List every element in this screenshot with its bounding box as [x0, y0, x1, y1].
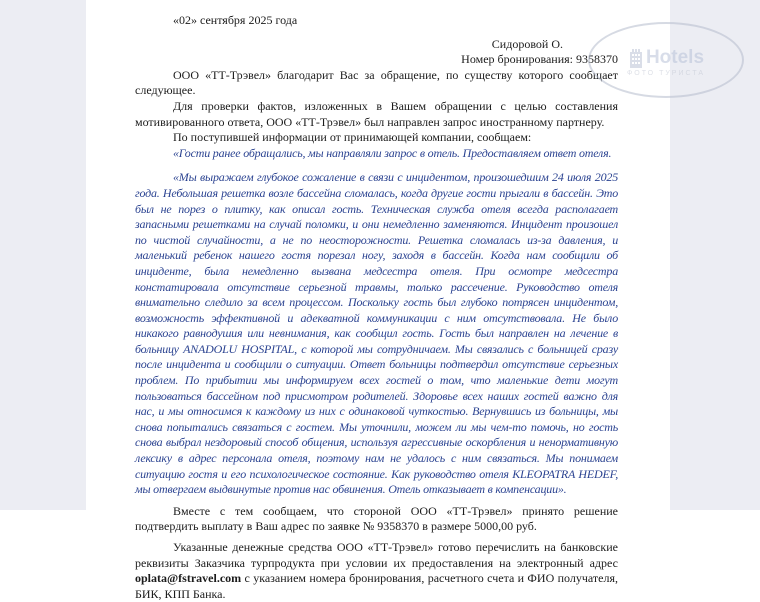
watermark-subtitle: ФОТО ТУРИСТА: [626, 69, 706, 77]
date-line: «02» сентября 2025 года: [173, 13, 298, 27]
booking-number: Номер бронирования: 9358370: [461, 52, 618, 67]
address-block: [135, 37, 618, 68]
hotel-reply-quote: «Мы выражаем глубокое сожаление в связи с инцидентом, произошедшим 24 июля 2025 года. Небольшая решетка возле бассейна сломалась, когда другие гости прыгали в бассейн. Это был не порез о плитку, как описал гость. Техническая служба отеля всегда располагает запасными решетками на случай поломки, и они немедленно заменяются. Инцидент произошел по чистой случайности, а не по неосторожности. Решетка сломалась из-за давления, и маленький ребенок нашего гостя порезал ногу, заходя в бассейн. Когда нам сообщили об инциденте, была немедленно вызвана медсестра отеля. При осмотре медсестра констатировала отсутствие серьезной травмы, только рассечение. Руководство отеля внимательно следило за всем процессом. Поскольку гость был глубоко потрясен инцидентом, возможность эффективной и адекватной коммуникации с ним отсутствовала. Не было никакого равнодушия или невнимания, как сообщил гость. Гость был направлен на лечение в больницу ANADOLU HOSPITAL, с которой мы сотрудничаем. Мы связались с больницей сразу после инцидента и сообщили о ситуации. Ответ больницы подтвердил отсутствие серьезных проблем. По прибытии мы информируем всех гостей о том, что маленькие дети могут пользоваться бассейном под присмотром родителей. Здоровье всех наших гостей важно для нас, и мы относимся к каждому из них с одинаковой чуткостью. Вернувшись из больницы, мы снова попытались связаться с гостем. Мы уточнили, можем ли мы чем-то помочь, но гость снова выбрал нездоровый способ общения, используя агрессивные оскорбления и ненормативную лексику в адрес персонала отеля, поэтому нам не удалось с ним связаться. Мы понимаем ситуацию гостя и его психологическое состояние. Как руководство отеля KLEOPATRA HEDEF, мы отвергаем выдвинутые против нас обвинения. Отель отказывает в компенсации».: [135, 170, 618, 497]
letter-page: [86, 0, 670, 601]
paragraph-thanks: ООО «ТТ-Трэвел» благодарит Вас за обращение, по существу которого сообщает следующее.: [135, 67, 618, 98]
letter-content: [135, 13, 618, 602]
payout-requisites-tail: с указанием номера бронирования, расчетного счета и ФИО получателя, БИК, КПП Банка.: [135, 571, 618, 601]
payment-email: oplata@fstravel.com: [135, 571, 242, 586]
paragraph-payout-decision: Вместе с тем сообщаем, что стороной ООО «ТТ-Трэвел» принято решение подтвердить выплату в Ваш адрес по заявке № 9358370 в размере 5000,00 руб.: [135, 503, 618, 534]
quote-intro: «Гости ранее обращались, мы направляли запрос в отель. Предоставляем ответ отеля.: [173, 145, 612, 160]
watermark-brand-text: Hotels: [645, 46, 705, 68]
addressee: Сидоровой О.: [491, 36, 563, 51]
paragraph-payout-requisites: [135, 540, 618, 602]
paragraph-incoming-info: По поступившей информации от принимающей компании, сообщаем:: [173, 130, 532, 145]
payout-requisites-text: Указанные денежные средства ООО «ТТ-Трэвел» готово перечислить на банковские реквизиты Заказчика турпродукта при условии их предоставления на электронный адрес: [135, 540, 618, 570]
paragraph-verification: Для проверки фактов, изложенных в Вашем обращении с целью составления мотивированного ответа, ООО «ТТ-Трэвел» был направлен запрос иностранному партнеру.: [135, 98, 618, 129]
